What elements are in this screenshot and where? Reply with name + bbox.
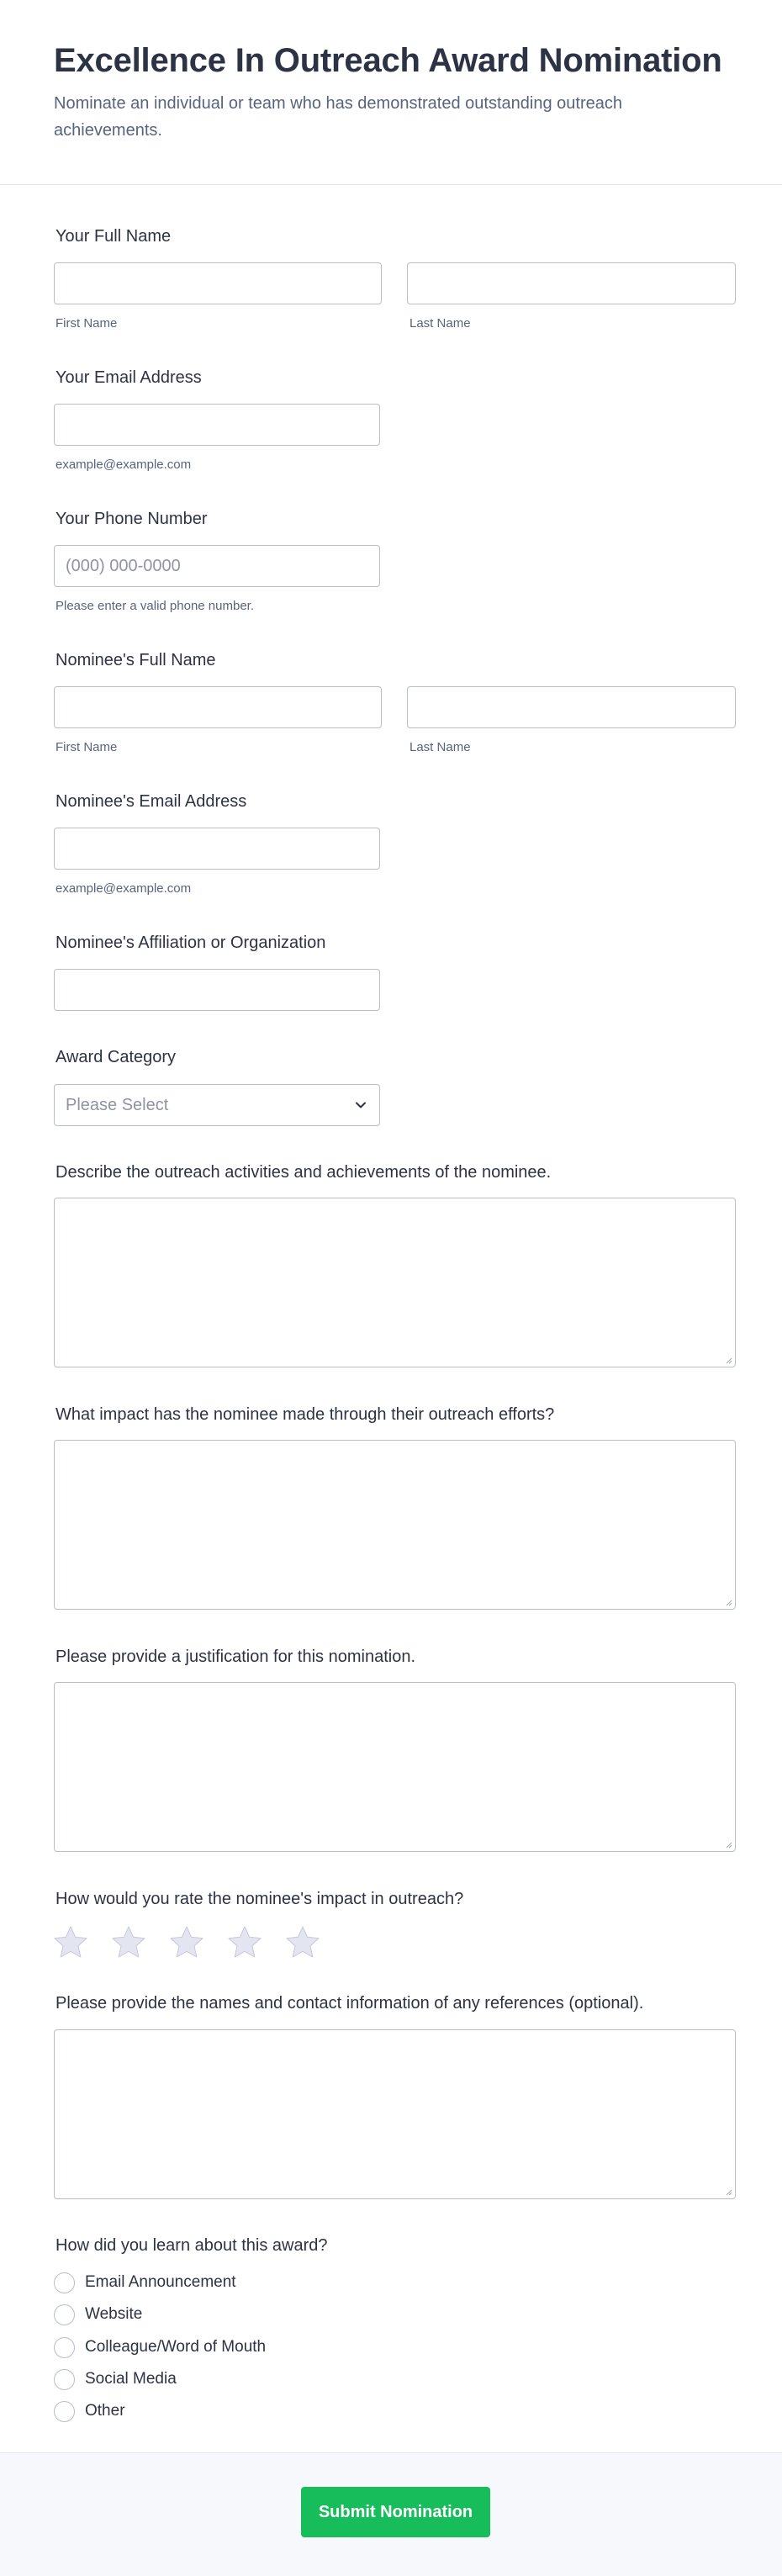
your-email-label: Your Email Address bbox=[55, 368, 202, 387]
impact-label: What impact has the nominee made through their outreach efforts? bbox=[55, 1405, 555, 1424]
your-last-name-input[interactable] bbox=[408, 263, 735, 304]
form-subtitle: Nominate an individual or team who has demonstrated outstanding outreach achievements. bbox=[54, 94, 622, 140]
radio-button[interactable] bbox=[54, 2369, 75, 2390]
nominee-email-field[interactable] bbox=[54, 828, 380, 870]
your-phone-input[interactable] bbox=[55, 546, 379, 586]
references-label: Please provide the names and contact information of any references (optional). bbox=[55, 1994, 644, 2013]
your-first-name-sublabel: First Name bbox=[55, 316, 118, 331]
nominee-last-name-input[interactable] bbox=[408, 687, 735, 727]
nominee-email-sublabel: example@example.com bbox=[55, 881, 192, 896]
radio-label: Other bbox=[85, 2402, 125, 2420]
star-icon[interactable] bbox=[52, 1924, 89, 1961]
award-category-selected: Please Select bbox=[66, 1096, 169, 1114]
justification-textarea[interactable] bbox=[54, 1682, 736, 1852]
radio-label: Colleague/Word of Mouth bbox=[85, 2338, 267, 2356]
submit-nomination-button[interactable]: Submit Nomination bbox=[301, 2487, 490, 2537]
resize-grip-icon[interactable] bbox=[724, 1840, 732, 1849]
award-category-label: Award Category bbox=[55, 1048, 177, 1066]
nominee-email-label: Nominee's Email Address bbox=[55, 792, 247, 811]
your-name-label: Your Full Name bbox=[55, 227, 172, 246]
chevron-down-icon bbox=[352, 1097, 369, 1113]
star-icon[interactable] bbox=[168, 1924, 205, 1961]
your-last-name-sublabel: Last Name bbox=[409, 316, 471, 331]
nominee-first-name-input[interactable] bbox=[55, 687, 381, 727]
form-footer bbox=[0, 2452, 782, 2576]
learn-about-label: How did you learn about this award? bbox=[55, 2236, 328, 2255]
form-header bbox=[0, 0, 782, 185]
nominee-first-name-field[interactable] bbox=[54, 686, 382, 728]
radio-button[interactable] bbox=[54, 2401, 75, 2422]
award-category-select[interactable] bbox=[54, 1084, 380, 1126]
your-phone-label: Your Phone Number bbox=[55, 510, 208, 528]
resize-grip-icon[interactable] bbox=[724, 1356, 732, 1364]
resize-grip-icon[interactable] bbox=[724, 1598, 732, 1606]
star-icon[interactable] bbox=[226, 1924, 263, 1961]
star-icon[interactable] bbox=[110, 1924, 147, 1961]
nominee-name-label: Nominee's Full Name bbox=[55, 651, 216, 669]
radio-label: Email Announcement bbox=[85, 2273, 236, 2291]
nominee-last-name-sublabel: Last Name bbox=[409, 740, 471, 754]
nominee-email-input[interactable] bbox=[55, 828, 379, 869]
your-email-sublabel: example@example.com bbox=[55, 458, 192, 472]
form-title: Excellence In Outreach Award Nomination bbox=[54, 42, 722, 79]
nominee-affiliation-field[interactable] bbox=[54, 969, 380, 1011]
nominee-first-name-sublabel: First Name bbox=[55, 740, 118, 754]
radio-button[interactable] bbox=[54, 2304, 75, 2325]
impact-textarea[interactable] bbox=[54, 1440, 736, 1610]
your-last-name-field[interactable] bbox=[407, 262, 736, 304]
references-textarea[interactable] bbox=[54, 2029, 736, 2199]
your-email-input[interactable] bbox=[55, 405, 379, 445]
radio-button[interactable] bbox=[54, 2337, 75, 2358]
rating-label: How would you rate the nominee's impact in outreach? bbox=[55, 1890, 464, 1908]
your-email-field[interactable] bbox=[54, 404, 380, 446]
radio-button[interactable] bbox=[54, 2272, 75, 2293]
your-phone-field[interactable] bbox=[54, 545, 380, 587]
star-icon[interactable] bbox=[284, 1924, 321, 1961]
justification-label: Please provide a justification for this nomination. bbox=[55, 1648, 416, 1666]
your-first-name-field[interactable] bbox=[54, 262, 382, 304]
your-first-name-input[interactable] bbox=[55, 263, 381, 304]
nominee-affiliation-input[interactable] bbox=[55, 970, 379, 1010]
nominee-last-name-field[interactable] bbox=[407, 686, 736, 728]
your-phone-sublabel: Please enter a valid phone number. bbox=[55, 599, 254, 613]
resize-grip-icon[interactable] bbox=[724, 2187, 732, 2196]
nominee-affiliation-label: Nominee's Affiliation or Organization bbox=[55, 934, 326, 952]
radio-label: Website bbox=[85, 2305, 143, 2323]
outreach-activities-textarea[interactable] bbox=[54, 1198, 736, 1367]
radio-label: Social Media bbox=[85, 2370, 177, 2388]
outreach-activities-label: Describe the outreach activities and achievements of the nominee. bbox=[55, 1163, 552, 1182]
